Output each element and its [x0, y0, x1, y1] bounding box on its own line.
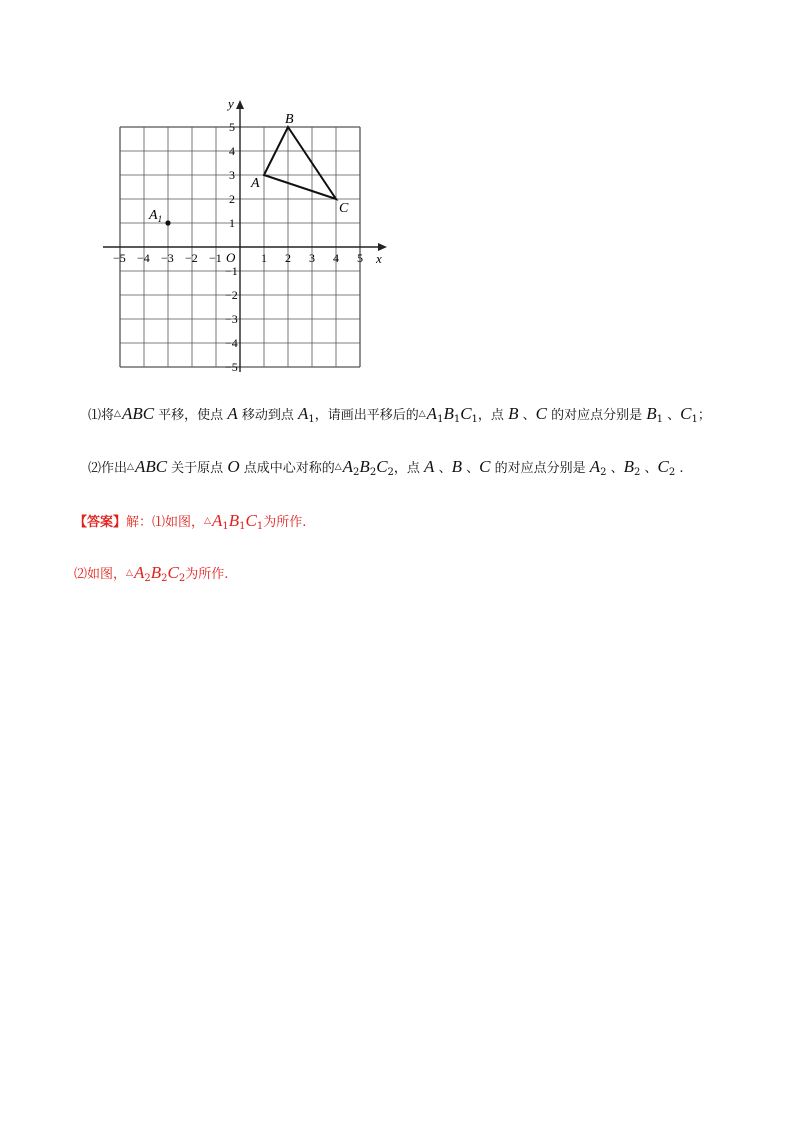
triangle-abc [264, 127, 336, 199]
x-tick-label: 3 [309, 251, 315, 265]
y-tick-label: −3 [225, 312, 238, 326]
x-tick-label: −5 [113, 251, 126, 265]
answer-1: 【答案】解：⑴如图，$^\triangle A_1B_1C_1$为所作. [74, 511, 307, 532]
x-tick-label: 5 [357, 251, 363, 265]
triangle-symbol: △ [126, 568, 133, 578]
x-tick-label: −2 [185, 251, 198, 265]
label-c: C [339, 201, 349, 216]
label-a1-subscript: 1 [157, 214, 163, 224]
label-a1: $A_1$ [149, 208, 163, 224]
y-tick-label: 3 [229, 168, 235, 182]
x-axis-label: x [376, 251, 382, 266]
triangle-symbol: △ [334, 462, 342, 472]
triangle-symbol: △ [418, 409, 426, 419]
x-tick-label: −1 [209, 251, 222, 265]
triangle-symbol: △ [114, 409, 121, 419]
y-axis-arrow [236, 100, 244, 109]
y-axis-label: y [228, 96, 234, 111]
x-tick-label: 1 [261, 251, 267, 265]
axes [103, 96, 387, 372]
answer-2: ⑵如图，$^\triangle A_2B_2C_2$为所作. [74, 563, 229, 584]
x-tick-label: 2 [285, 251, 291, 265]
question-2: ⑵作出△ABC 关于原点 O 点成中心对称的$^\triangle A_2B_2C_2$，点 A 、B 、C 的对应点分别是 $A_2$ 、$B_2$ 、$C_2$ . [88, 457, 684, 478]
y-tick-label: 1 [229, 216, 235, 230]
x-tick-label: −3 [161, 251, 174, 265]
y-tick-label: 5 [229, 120, 235, 134]
x-axis-arrow [378, 243, 387, 251]
coordinate-figure [95, 92, 395, 382]
y-tick-label: −5 [225, 360, 238, 374]
x-tick-label: −4 [137, 251, 150, 265]
y-tick-label: −4 [225, 336, 238, 350]
question-1: ⑴将△ABC 平移，使点 A 移动到点 $A_1$，请画出平移后的$^\triangle A_1B_1C_1$，点 B 、C 的对应点分别是 $B_1$ 、$C_1$； [88, 404, 711, 425]
triangle-symbol: △ [127, 462, 134, 472]
y-tick-label: 4 [229, 144, 235, 158]
triangle-symbol: △ [204, 516, 211, 526]
y-tick-label: 2 [229, 192, 235, 206]
x-tick-labels [113, 251, 363, 265]
label-b: B [285, 112, 294, 127]
x-tick-label: 4 [333, 251, 339, 265]
y-tick-label: −2 [225, 288, 238, 302]
origin-label: O [226, 250, 236, 265]
y-tick-label: −1 [225, 264, 238, 278]
point-a1 [165, 220, 170, 225]
label-a: A [251, 176, 260, 191]
answer-tag: 【答案】 [74, 515, 127, 530]
